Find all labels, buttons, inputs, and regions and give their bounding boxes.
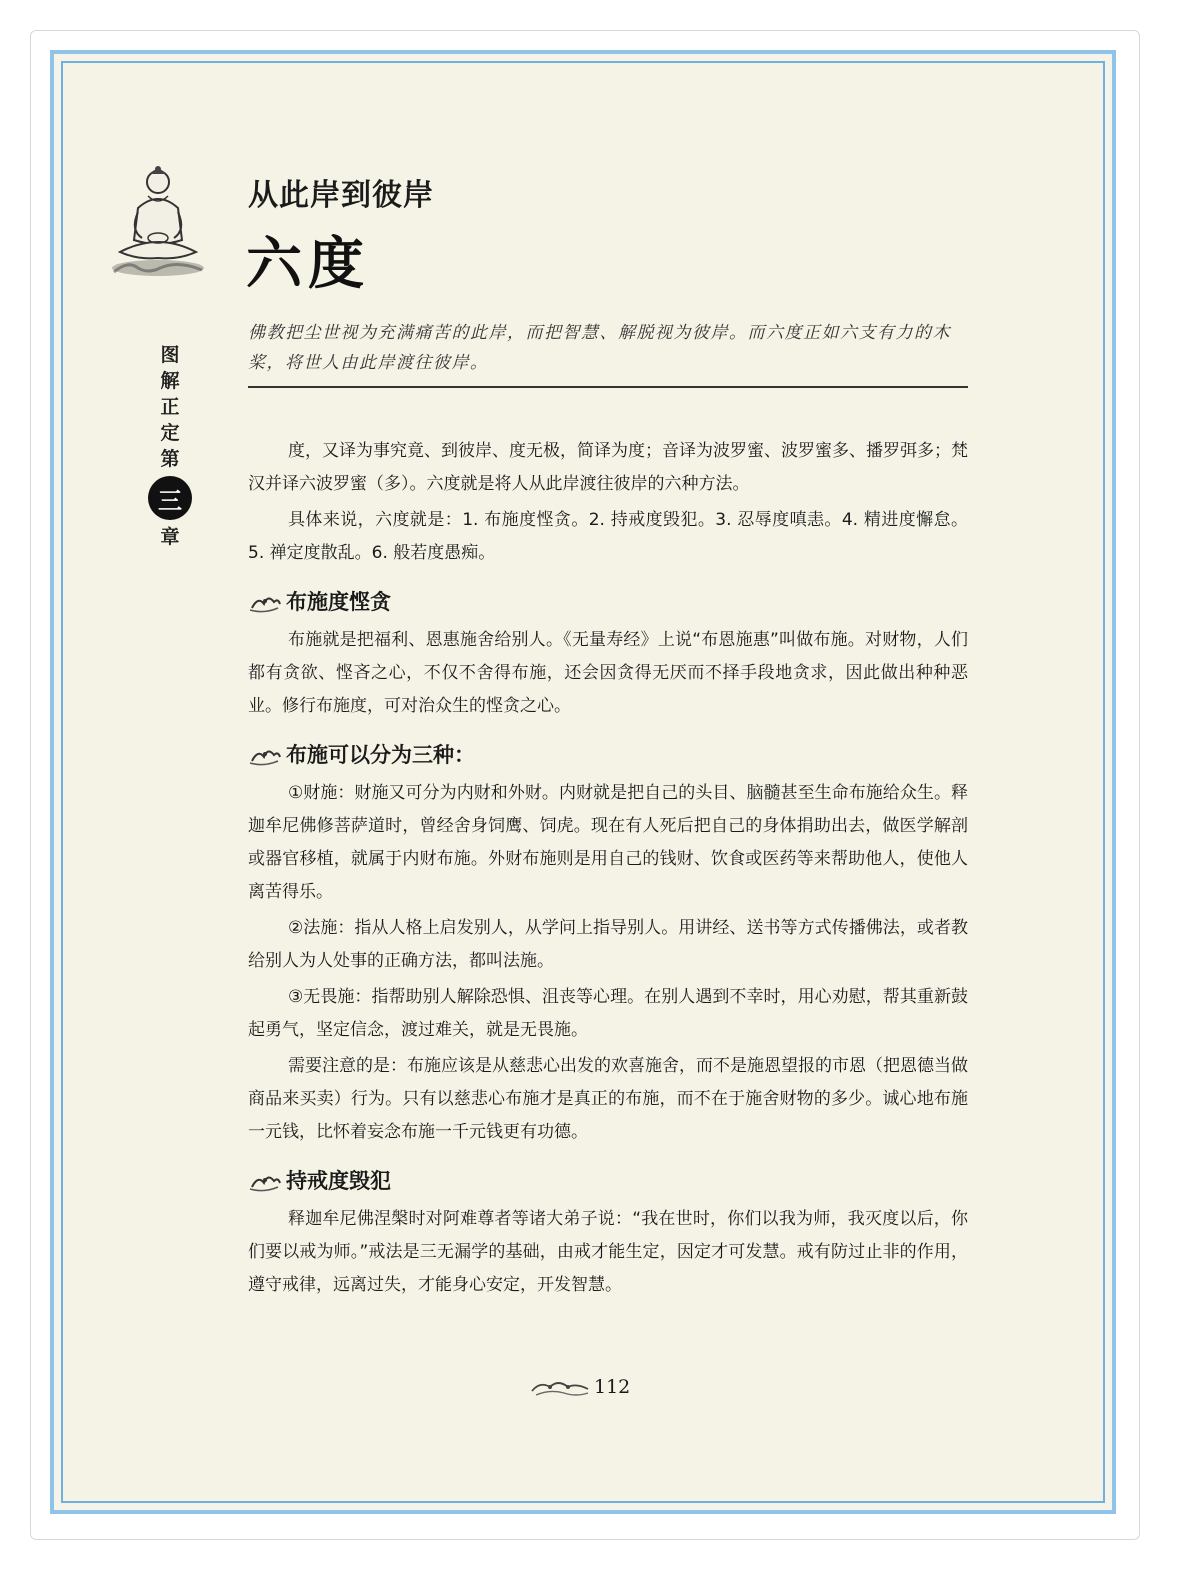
cloud-ornament-icon xyxy=(530,1375,590,1399)
paragraph: ③无畏施：指帮助别人解除恐惧、沮丧等心理。在别人遇到不幸时，用心劝慰，帮其重新鼓起勇气，坚定信念，渡过难关，就是无畏施。 xyxy=(248,987,968,1040)
section-subtitle: 从此岸到彼岸 xyxy=(248,178,434,213)
side-label-char: 解 xyxy=(160,370,180,392)
intro-text: 佛教把尘世视为充满痛苦的此岸，而把智慧、解脱视为彼岸。而六度正如六支有力的木桨，将世人由此岸渡往彼岸。 xyxy=(248,323,951,373)
section-heading-text: 持戒度毁犯 xyxy=(286,1168,391,1193)
paragraph: ②法施：指从人格上启发别人，从学问上指导别人。用讲经、送书等方式传播佛法，或者教给别人为人处事的正确方法，都叫法施。 xyxy=(248,918,968,971)
page-footer xyxy=(530,1372,650,1402)
buddha-figure-icon xyxy=(108,160,208,278)
section-heading xyxy=(248,1163,968,1199)
paragraph: 布施就是把福利、恩惠施舍给别人。《无量寿经》上说“布恩施惠”叫做布施。对财物，人们都有贪欲、悭吝之心，不仅不舍得布施，还会因贪得无厌而不择手段地贪求，因此做出种种恶业。修行布施度，可对治众生的悭贪之心。 xyxy=(248,630,968,716)
paragraph: ①财施：财施又可分为内财和外财。内财就是把自己的头目、脑髓甚至生命布施给众生。释迦牟尼佛修菩萨道时，曾经舍身饲鹰、饲虎。现在有人死后把自己的身体捐助出去，做医学解剖或器官移植，就属于内财布施。外财布施则是用自己的钱财、饮食或医药等来帮助他人，使他人离苦得乐。 xyxy=(248,783,968,902)
lotus-icon xyxy=(248,743,282,767)
section-heading-text: 布施可以分为三种： xyxy=(286,742,475,767)
page-title: 六度 xyxy=(246,232,370,297)
side-label-char: 章 xyxy=(160,526,180,548)
intro-divider xyxy=(248,386,968,388)
paragraph: 释迦牟尼佛涅槃时对阿难尊者等诸大弟子说：“我在世时，你们以我为师，我灭度以后，你们要以戒为师。”戒法是三无漏学的基础，由戒才能生定，因定才可发慧。戒有防过止非的作用，遵守戒律，远离过失，才能身心安定，开发智慧。 xyxy=(248,1209,968,1295)
side-label-char: 正 xyxy=(160,396,180,418)
paragraph: 需要注意的是：布施应该是从慈悲心出发的欢喜施舍，而不是施恩望报的市恩（把恩德当做商品来买卖）行为。只有以慈悲心布施才是真正的布施，而不在于施舍财物的多少。诚心地布施一元钱，比怀着妄念布施一千元钱更有功德。 xyxy=(248,1056,968,1142)
section-heading xyxy=(248,584,968,620)
lotus-icon xyxy=(248,590,282,614)
side-label-char: 第 xyxy=(160,448,180,470)
chapter-number-badge: 三 xyxy=(148,476,192,520)
page-number: 112 xyxy=(594,1376,631,1398)
paragraph: 度，又译为事究竟、到彼岸、度无极，简译为度；音译为波罗蜜、波罗蜜多、播罗弭多；梵汉并译六波罗蜜（多）。六度就是将人从此岸渡往彼岸的六种方法。 xyxy=(248,441,968,494)
chapter-side-label xyxy=(150,342,190,550)
side-label-char: 定 xyxy=(160,422,180,444)
paragraph: 具体来说，六度就是：1. 布施度悭贪。2. 持戒度毁犯。3. 忍辱度嗔恚。4. 精进度懈怠。5. 禅定度散乱。6. 般若度愚痴。 xyxy=(248,510,968,563)
section-heading xyxy=(248,737,968,773)
main-content xyxy=(248,435,968,1305)
side-label-char: 图 xyxy=(160,344,180,366)
section-heading-text: 布施度悭贪 xyxy=(286,589,391,614)
lotus-icon xyxy=(248,1169,282,1193)
